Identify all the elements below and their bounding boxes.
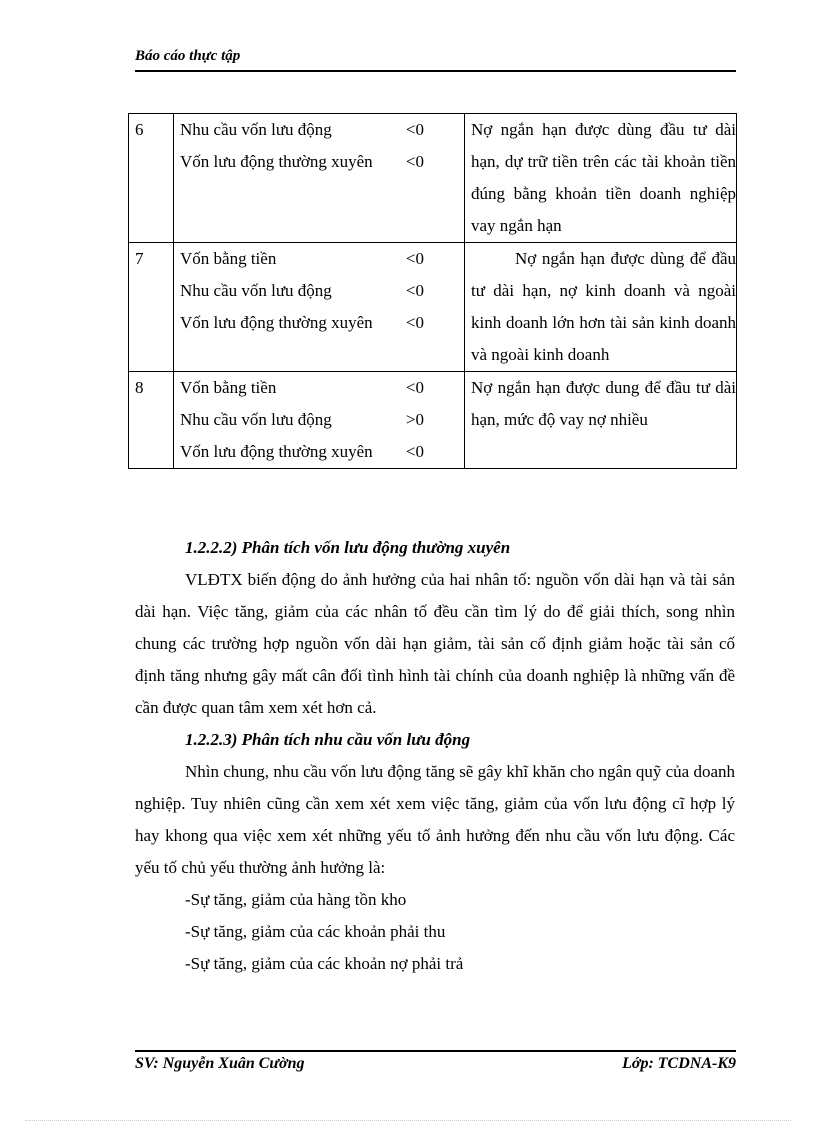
condition-label: Vốn bằng tiền xyxy=(180,249,277,268)
body-content xyxy=(135,532,735,980)
row-conditions xyxy=(174,372,465,469)
header-divider xyxy=(135,70,736,72)
condition-label: Vốn bằng tiền xyxy=(180,378,277,397)
footer-divider xyxy=(135,1050,736,1052)
condition-label: Vốn lưu động thường xuyên xyxy=(180,442,373,461)
footer-student: SV: Nguyễn Xuân Cường xyxy=(135,1055,305,1072)
table-row xyxy=(129,243,737,372)
condition-value: <0 xyxy=(405,249,424,268)
row-number: 8 xyxy=(129,372,174,469)
paragraph: Nhìn chung, nhu cầu vốn lưu động tăng sẽ gây khĩ khăn cho ngân quỹ của doanh nghiệp. Tuy nhiên cũng cần xem xét xem việc tăng, giảm của vốn lưu động cĩ hợp lý hay khong qua việc xem xét những yếu tố ảnh hưởng đến nhu cầu vốn lưu động. Các yếu tố chủ yếu thường ảnh hưởng là: xyxy=(135,762,735,877)
condition-value: <0 xyxy=(405,442,424,461)
list-item: -Sự tăng, giảm của hàng tồn kho xyxy=(185,890,407,909)
condition-line xyxy=(180,404,464,436)
section-heading: 1.2.2.2) Phân tích vốn lưu động thường xuyên xyxy=(185,538,511,557)
row-description: Nợ ngắn hạn được dùng đầu tư dài hạn, dự trữ tiền trên các tài khoản tiền đúng bằng khoản tiền doanh nghiệp vay ngắn hạn xyxy=(465,114,737,243)
condition-label: Nhu cầu vốn lưu động xyxy=(180,410,332,429)
condition-line xyxy=(180,275,464,307)
condition-value: <0 xyxy=(405,152,424,171)
condition-label: Vốn lưu động thường xuyên xyxy=(180,152,373,171)
condition-line xyxy=(180,436,464,468)
condition-value: <0 xyxy=(405,281,424,300)
row-conditions xyxy=(174,243,465,372)
row-number: 7 xyxy=(129,243,174,372)
page-header-title: Báo cáo thực tập xyxy=(135,48,241,64)
list-item: -Sự tăng, giảm của các khoản phải thu xyxy=(185,922,446,941)
condition-line xyxy=(180,243,464,275)
section-heading: 1.2.2.3) Phân tích nhu cầu vốn lưu động xyxy=(185,730,471,749)
condition-value: <0 xyxy=(405,120,424,139)
row-number: 6 xyxy=(129,114,174,243)
condition-label: Nhu cầu vốn lưu động xyxy=(180,120,332,139)
row-description: Nợ ngắn hạn được dùng để đầu tư dài hạn, nợ kinh doanh và ngoài kinh doanh lớn hơn tài sản kinh doanh và ngoài kinh doanh xyxy=(465,243,737,372)
page-footer xyxy=(135,1055,736,1073)
paragraph: VLĐTX biến động do ảnh hưởng của hai nhân tố: nguồn vốn dài hạn và tài sản dài hạn. Việc tăng, giảm của các nhân tố đều cần tìm lý do để giải thích, song nhìn chung các trường hợp nguồn vốn dài hạn giảm, tài sản cố định giảm hoặc tài sản cố định tăng nhưng gây mất cân đối tình hình tài chính của doanh nghiệp là những vấn đề cần được quan tâm xem xét hơn cả. xyxy=(135,570,735,717)
list-item: -Sự tăng, giảm của các khoản nợ phải trả xyxy=(185,954,464,973)
condition-line xyxy=(180,372,464,404)
condition-value: <0 xyxy=(405,378,424,397)
footer-class: Lớp: TCDNA-K9 xyxy=(622,1055,736,1072)
condition-value: >0 xyxy=(405,410,424,429)
condition-line xyxy=(180,307,464,339)
condition-line xyxy=(180,146,464,178)
condition-line xyxy=(180,114,464,146)
row-conditions xyxy=(174,114,465,243)
condition-label: Vốn lưu động thường xuyên xyxy=(180,313,373,332)
table-row xyxy=(129,114,737,243)
financial-cases-table xyxy=(128,113,737,469)
row-description: Nợ ngắn hạn được dung để đầu tư dài hạn, mức độ vay nợ nhiều xyxy=(465,372,737,469)
condition-label: Nhu cầu vốn lưu động xyxy=(180,281,332,300)
page-bottom-border xyxy=(25,1120,791,1121)
table-row xyxy=(129,372,737,469)
condition-value: <0 xyxy=(405,313,424,332)
